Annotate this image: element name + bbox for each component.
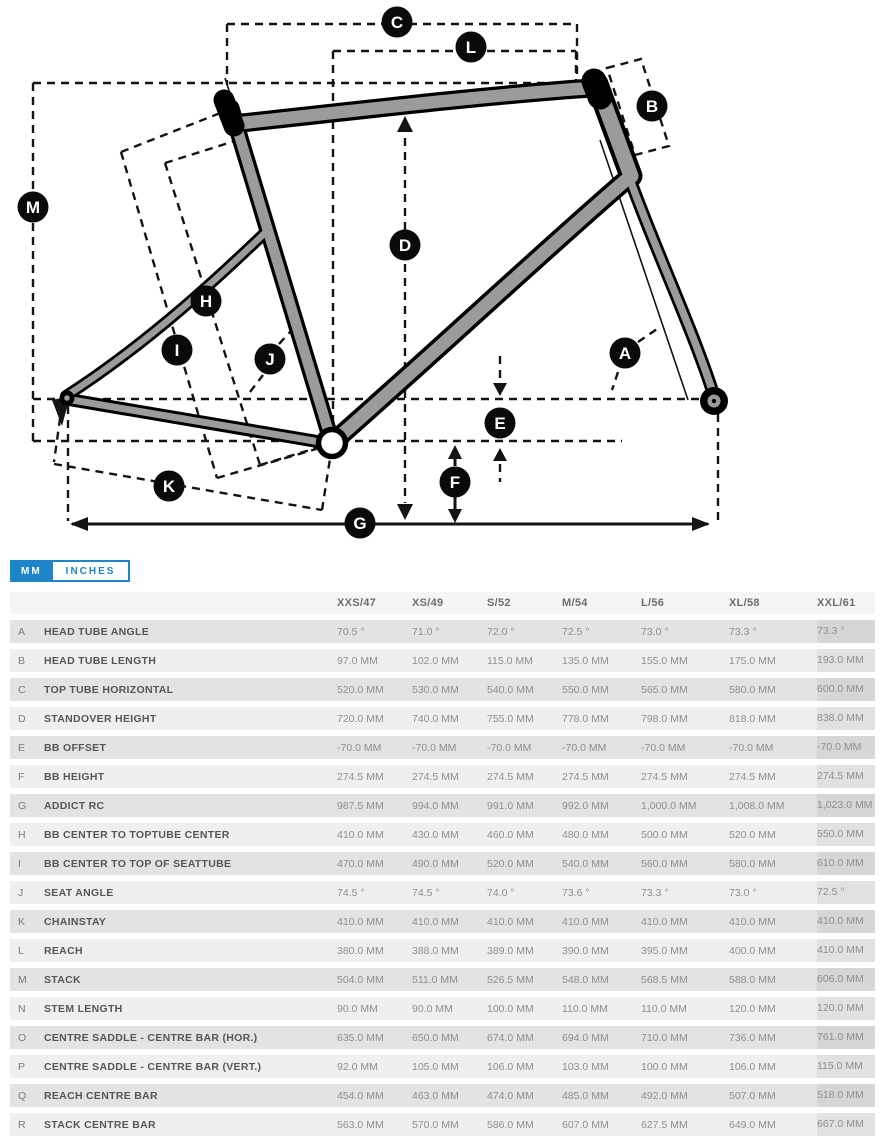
row-value: 798.0 MM	[641, 712, 688, 725]
row-value: 480.0 MM	[562, 828, 609, 841]
row-value: 540.0 MM	[562, 857, 609, 870]
row-label: BB CENTER TO TOP OF SEATTUBE	[44, 857, 232, 870]
row-value: 649.0 MM	[729, 1118, 776, 1131]
row-key: F	[18, 770, 25, 783]
row-key: K	[18, 915, 26, 928]
row-value: 73.0 °	[729, 886, 757, 899]
row-label: STANDOVER HEIGHT	[44, 712, 157, 725]
row-key: P	[18, 1060, 26, 1073]
table-row	[10, 823, 875, 846]
row-value: 667.0 MM	[817, 1113, 875, 1136]
row-value: 607.0 MM	[562, 1118, 609, 1131]
row-value: -70.0 MM	[729, 741, 774, 754]
row-value: 90.0 MM	[412, 1002, 453, 1015]
column-header: L/56	[641, 597, 665, 609]
row-value: 90.0 MM	[337, 1002, 378, 1015]
row-value: 73.3 °	[729, 625, 757, 638]
row-label: STACK CENTRE BAR	[44, 1118, 156, 1131]
row-value: 274.5 MM	[729, 770, 776, 783]
bottom-bracket	[319, 430, 346, 457]
row-value: 389.0 MM	[487, 944, 534, 957]
row-value: 460.0 MM	[487, 828, 534, 841]
row-label: REACH CENTRE BAR	[44, 1089, 158, 1102]
table-row	[10, 1026, 875, 1049]
row-value: 530.0 MM	[412, 683, 459, 696]
row-key: G	[18, 799, 27, 812]
row-value: 395.0 MM	[641, 944, 688, 957]
row-value: 511.0 MM	[412, 973, 458, 986]
row-value: 485.0 MM	[562, 1089, 609, 1102]
row-label: CHAINSTAY	[44, 915, 107, 928]
svg-text:B: B	[645, 97, 659, 117]
row-key: M	[18, 973, 27, 986]
row-value: 390.0 MM	[562, 944, 609, 957]
table-row	[10, 678, 875, 701]
badge-I	[162, 335, 193, 366]
badge-A	[610, 338, 641, 369]
row-label: BB HEIGHT	[44, 770, 105, 783]
row-value: 1,023.0 MM	[817, 794, 875, 817]
tab-inches[interactable]: INCHES	[51, 560, 131, 582]
row-value: 274.5 MM	[487, 770, 534, 783]
row-value: 71.0 °	[412, 625, 440, 638]
badge-E	[485, 408, 516, 439]
row-value: 1,000.0 MM	[641, 799, 697, 812]
measure-arrows	[397, 116, 507, 523]
row-value: 570.0 MM	[412, 1118, 459, 1131]
table-row	[10, 707, 875, 730]
table-row	[10, 794, 875, 817]
row-value: 135.0 MM	[562, 654, 609, 667]
row-value: 600.0 MM	[817, 678, 875, 701]
row-label: REACH	[44, 944, 83, 957]
row-value: 115.0 MM	[817, 1055, 875, 1078]
row-label: TOP TUBE HORIZONTAL	[44, 683, 174, 696]
row-value: 193.0 MM	[817, 649, 875, 672]
row-value: 586.0 MM	[487, 1118, 534, 1131]
bb-offset-down-arrow	[493, 383, 507, 396]
svg-text:E: E	[494, 414, 506, 434]
row-value: 838.0 MM	[817, 707, 875, 730]
table-row	[10, 736, 875, 759]
row-value: 410.0 MM	[487, 915, 534, 928]
row-key: I	[18, 857, 21, 870]
row-value: 463.0 MM	[412, 1089, 459, 1102]
row-key: R	[18, 1118, 26, 1131]
bb-offset-up-arrow	[493, 448, 507, 461]
badge-J	[255, 344, 286, 375]
wheelbase-left-arrow	[70, 517, 88, 531]
row-value: 175.0 MM	[729, 654, 776, 667]
svg-text:F: F	[449, 473, 461, 493]
row-value: 778.0 MM	[562, 712, 609, 725]
frame-fill	[66, 84, 714, 444]
table-row	[10, 1084, 875, 1107]
bb-height-down-arrow	[448, 509, 462, 523]
row-value: 606.0 MM	[817, 968, 875, 991]
geometry-diagram	[0, 0, 881, 548]
row-value: -70.0 MM	[562, 741, 607, 754]
row-value: 736.0 MM	[729, 1031, 776, 1044]
table-row	[10, 1055, 875, 1078]
row-value: 526.5 MM	[487, 973, 534, 986]
table-row	[10, 968, 875, 991]
row-value: 580.0 MM	[729, 857, 776, 870]
row-value: 761.0 MM	[817, 1026, 875, 1049]
badge-B	[637, 91, 668, 122]
wheelbase-right-arrow	[692, 517, 710, 531]
row-value: 635.0 MM	[337, 1031, 384, 1044]
ground-arrow	[70, 517, 710, 531]
table-body	[10, 620, 875, 1136]
frame-diagram-svg	[0, 0, 881, 548]
svg-text:C: C	[390, 13, 404, 33]
row-value: 520.0 MM	[487, 857, 534, 870]
row-value: 100.0 MM	[487, 1002, 534, 1015]
svg-text:I: I	[174, 341, 180, 361]
row-key: E	[18, 741, 26, 754]
table-row	[10, 620, 875, 643]
dashed-guides	[33, 24, 718, 521]
column-header: M/54	[562, 597, 588, 609]
column-header: XXL/61	[817, 597, 856, 609]
table-header-row	[10, 592, 875, 614]
row-value: 274.5 MM	[337, 770, 384, 783]
row-value: 100.0 MM	[641, 1060, 688, 1073]
bb-height-up-arrow	[448, 445, 462, 459]
row-key: H	[18, 828, 26, 841]
row-value: 70.5 °	[337, 625, 365, 638]
row-value: 987.5 MM	[337, 799, 384, 812]
row-value: 97.0 MM	[337, 654, 378, 667]
badge-K	[154, 471, 185, 502]
row-label: BB OFFSET	[44, 741, 107, 754]
row-value: 520.0 MM	[729, 828, 776, 841]
row-value: 650.0 MM	[412, 1031, 459, 1044]
row-value: 1,008.0 MM	[729, 799, 785, 812]
svg-text:D: D	[398, 236, 412, 256]
svg-text:H: H	[199, 292, 213, 312]
row-value: 73.3 °	[817, 620, 875, 643]
headtube-cap	[594, 81, 600, 97]
row-value: 500.0 MM	[641, 828, 688, 841]
row-key: J	[18, 886, 24, 899]
row-value: 720.0 MM	[337, 712, 384, 725]
column-header: XXS/47	[337, 597, 377, 609]
column-header: XS/49	[412, 597, 444, 609]
row-value: 710.0 MM	[641, 1031, 688, 1044]
row-value: 755.0 MM	[487, 712, 534, 725]
row-value: 580.0 MM	[729, 683, 776, 696]
row-value: 74.5 °	[337, 886, 365, 899]
table-row	[10, 649, 875, 672]
row-value: 568.5 MM	[641, 973, 688, 986]
row-value: 560.0 MM	[641, 857, 688, 870]
seat-clamp	[224, 100, 234, 126]
svg-text:K: K	[162, 477, 176, 497]
row-value: 520.0 MM	[337, 683, 384, 696]
row-key: B	[18, 654, 26, 667]
row-key: C	[18, 683, 26, 696]
standover-bottom-arrow	[397, 504, 413, 520]
row-value: 627.5 MM	[641, 1118, 688, 1131]
row-value: 274.5 MM	[562, 770, 609, 783]
row-value: -70.0 MM	[817, 736, 875, 759]
row-value: 73.3 °	[641, 886, 669, 899]
row-value: 274.5 MM	[817, 765, 875, 788]
row-value: 410.0 MM	[817, 939, 875, 962]
row-value: 694.0 MM	[562, 1031, 609, 1044]
table-row	[10, 997, 875, 1020]
row-value: 73.0 °	[641, 625, 669, 638]
row-value: 73.6 °	[562, 886, 590, 899]
row-label: CENTRE SADDLE - CENTRE BAR (VERT.)	[44, 1060, 262, 1073]
table-row	[10, 765, 875, 788]
row-value: 410.0 MM	[412, 915, 459, 928]
row-value: 430.0 MM	[412, 828, 459, 841]
row-value: 410.0 MM	[729, 915, 776, 928]
geometry-table	[10, 592, 875, 1136]
table-row	[10, 939, 875, 962]
row-key: L	[18, 944, 24, 957]
row-value: -70.0 MM	[487, 741, 532, 754]
row-value: 72.5 °	[817, 881, 875, 904]
row-value: 120.0 MM	[817, 997, 875, 1020]
row-value: 504.0 MM	[337, 973, 384, 986]
row-value: 410.0 MM	[562, 915, 609, 928]
row-value: 550.0 MM	[817, 823, 875, 846]
row-value: 110.0 MM	[641, 1002, 687, 1015]
tab-mm[interactable]: MM	[10, 560, 51, 582]
svg-text:M: M	[25, 198, 41, 218]
badge-D	[390, 230, 421, 261]
standover-top-arrow	[397, 116, 413, 132]
row-value: 610.0 MM	[817, 852, 875, 875]
row-value: 674.0 MM	[487, 1031, 534, 1044]
row-value: 550.0 MM	[562, 683, 609, 696]
svg-text:A: A	[618, 344, 632, 364]
row-key: D	[18, 712, 26, 725]
row-value: 740.0 MM	[412, 712, 459, 725]
units-toggle	[10, 560, 881, 582]
row-label: BB CENTER TO TOPTUBE CENTER	[44, 828, 230, 841]
row-value: -70.0 MM	[641, 741, 686, 754]
row-value: 274.5 MM	[412, 770, 459, 783]
row-value: 994.0 MM	[412, 799, 459, 812]
row-label: CENTRE SADDLE - CENTRE BAR (HOR.)	[44, 1031, 258, 1044]
row-value: 992.0 MM	[562, 799, 609, 812]
row-value: 470.0 MM	[337, 857, 384, 870]
row-value: 548.0 MM	[562, 973, 609, 986]
row-value: 102.0 MM	[412, 654, 459, 667]
row-label: STEM LENGTH	[44, 1002, 123, 1015]
svg-text:J: J	[265, 350, 275, 370]
table-row	[10, 910, 875, 933]
row-value: 410.0 MM	[337, 828, 384, 841]
row-key: N	[18, 1002, 26, 1015]
row-value: 274.5 MM	[641, 770, 688, 783]
row-key: A	[18, 625, 26, 638]
badge-G	[345, 508, 376, 539]
badge-C	[382, 7, 413, 38]
row-value: 474.0 MM	[487, 1089, 534, 1102]
row-key: Q	[18, 1089, 27, 1102]
row-value: 92.0 MM	[337, 1060, 378, 1073]
row-value: 74.5 °	[412, 886, 440, 899]
column-header: XL/58	[729, 597, 760, 609]
row-value: 110.0 MM	[562, 1002, 608, 1015]
row-value: 388.0 MM	[412, 944, 459, 957]
row-label: ADDICT RC	[44, 799, 105, 812]
row-value: 410.0 MM	[817, 910, 875, 933]
row-value: 103.0 MM	[562, 1060, 609, 1073]
row-value: 518.0 MM	[817, 1084, 875, 1107]
row-value: 991.0 MM	[487, 799, 534, 812]
row-value: 588.0 MM	[729, 973, 776, 986]
column-header: S/52	[487, 597, 511, 609]
row-value: 72.0 °	[487, 625, 515, 638]
table-row	[10, 852, 875, 875]
row-key: O	[18, 1031, 27, 1044]
row-value: 115.0 MM	[487, 654, 533, 667]
badge-H	[191, 286, 222, 317]
row-value: 410.0 MM	[641, 915, 688, 928]
badge-F	[440, 467, 471, 498]
row-value: 540.0 MM	[487, 683, 534, 696]
row-label: STACK	[44, 973, 81, 986]
row-value: 818.0 MM	[729, 712, 776, 725]
row-value: 507.0 MM	[729, 1089, 776, 1102]
row-label: HEAD TUBE ANGLE	[44, 625, 150, 638]
table-row	[10, 881, 875, 904]
row-value: 454.0 MM	[337, 1089, 384, 1102]
row-value: 563.0 MM	[337, 1118, 384, 1131]
row-value: 492.0 MM	[641, 1089, 688, 1102]
badge-M	[18, 192, 49, 223]
row-value: 106.0 MM	[729, 1060, 776, 1073]
row-label: SEAT ANGLE	[44, 886, 114, 899]
table-row	[10, 1113, 875, 1136]
badge-L	[456, 32, 487, 63]
row-value: 105.0 MM	[412, 1060, 459, 1073]
row-value: -70.0 MM	[337, 741, 382, 754]
row-value: -70.0 MM	[412, 741, 457, 754]
svg-text:G: G	[353, 514, 367, 534]
row-label: HEAD TUBE LENGTH	[44, 654, 157, 667]
row-value: 106.0 MM	[487, 1060, 534, 1073]
row-value: 400.0 MM	[729, 944, 776, 957]
row-value: 120.0 MM	[729, 1002, 776, 1015]
row-value: 72.5 °	[562, 625, 590, 638]
row-value: 155.0 MM	[641, 654, 688, 667]
row-value: 490.0 MM	[412, 857, 459, 870]
row-value: 410.0 MM	[337, 915, 384, 928]
row-value: 74.0 °	[487, 886, 515, 899]
svg-text:L: L	[465, 38, 477, 58]
row-value: 380.0 MM	[337, 944, 384, 957]
row-value: 565.0 MM	[641, 683, 688, 696]
